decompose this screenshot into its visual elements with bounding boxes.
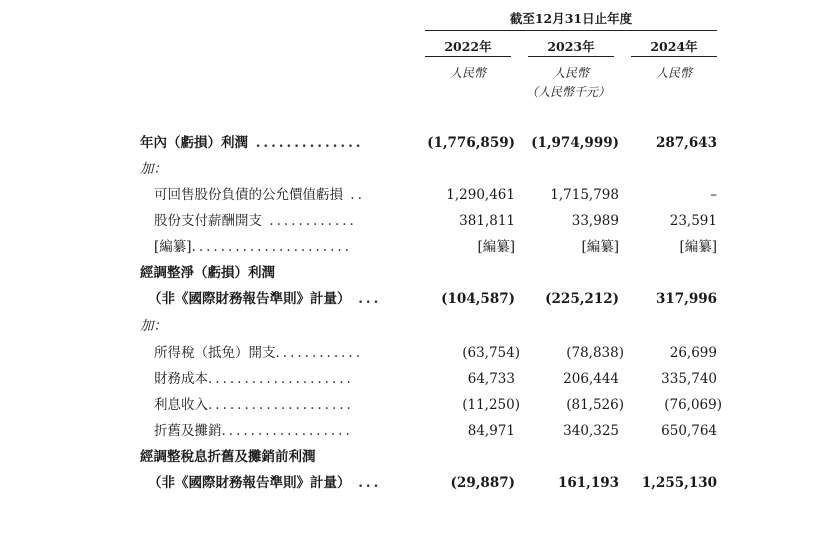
value-share-compensation-2024: 23,591 (669, 213, 717, 229)
row-label-redacted: [編纂]...................... (154, 239, 352, 255)
value-interest-income-2024: (76,069) (664, 397, 722, 413)
value-finance-costs-2023: 206,444 (563, 371, 619, 387)
year-2024-header: 2024年 (650, 39, 698, 54)
value-adjusted-net-2022: (104,587) (441, 291, 515, 307)
row-label-adjusted-net-title: 經調整淨（虧損）利潤 (140, 265, 275, 281)
value-depreciation-2022: 84,971 (467, 423, 515, 439)
period-header: 截至12月31日止年度 (509, 11, 633, 26)
year-2024-rule (631, 56, 717, 57)
value-interest-income-2022: (11,250) (462, 397, 520, 413)
year-2023-header: 2023年 (547, 39, 595, 54)
row-label-adjusted-net-measure: （非《國際財務報告準則》計量） ... (148, 291, 382, 307)
value-redacted-2023: [編纂] (581, 239, 619, 255)
row-label-profit-loss: 年內（虧損）利潤 .............. (140, 135, 364, 151)
currency-2024: 人民幣 (655, 66, 692, 80)
value-redacted-2022: [編纂] (477, 239, 515, 255)
value-share-compensation-2023: 33,989 (571, 213, 619, 229)
row-label-add-1: 加： (140, 161, 167, 177)
row-label-interest-income: 利息收入.................... (154, 397, 354, 413)
value-finance-costs-2024: 335,740 (661, 371, 717, 387)
value-share-compensation-2022: 381,811 (459, 213, 515, 229)
value-interest-income-2023: (81,526) (566, 397, 624, 413)
value-income-tax-2022: (63,754) (462, 345, 520, 361)
value-fair-value-loss-2022: 1,290,461 (446, 187, 515, 203)
value-depreciation-2023: 340,325 (563, 423, 619, 439)
value-fair-value-loss-2023: 1,715,798 (550, 187, 619, 203)
row-label-adjusted-ebitda-title: 經調整稅息折舊及攤銷前利潤 (140, 449, 316, 465)
value-finance-costs-2022: 64,733 (467, 371, 515, 387)
value-adjusted-ebitda-2024: 1,255,130 (641, 475, 717, 491)
row-label-add-2: 加： (140, 318, 167, 334)
value-profit-loss-2022: (1,776,859) (427, 135, 515, 151)
value-fair-value-loss-2024: – (710, 187, 717, 203)
row-label-adjusted-ebitda-measure: （非《國際財務報告準則》計量） ... (148, 475, 382, 491)
value-profit-loss-2023: (1,974,999) (531, 135, 619, 151)
row-label-fair-value-loss: 可回售股份負債的公允價值虧損 .. (154, 187, 365, 203)
value-adjusted-net-2024: 317,996 (655, 291, 717, 307)
unit-label: （人民幣千元） (525, 85, 610, 99)
currency-2022: 人民幣 (449, 66, 486, 80)
year-2022-rule (425, 56, 511, 57)
year-2022-header: 2022年 (444, 39, 492, 54)
value-adjusted-net-2023: (225,212) (545, 291, 619, 307)
value-income-tax-2024: 26,699 (669, 345, 717, 361)
header-rule (425, 30, 717, 31)
currency-2023: 人民幣 (552, 66, 589, 80)
year-2023-rule (528, 56, 614, 57)
row-label-finance-costs: 財務成本.................... (154, 371, 354, 387)
row-label-income-tax: 所得稅（抵免）開支............ (154, 345, 363, 361)
value-income-tax-2023: (78,838) (566, 345, 624, 361)
row-label-depreciation: 折舊及攤銷.................. (154, 423, 353, 439)
value-adjusted-ebitda-2023: 161,193 (557, 475, 619, 491)
value-depreciation-2024: 650,764 (661, 423, 717, 439)
row-label-share-compensation: 股份支付薪酬開支 ............ (154, 213, 357, 229)
value-redacted-2024: [編纂] (679, 239, 717, 255)
value-adjusted-ebitda-2022: (29,887) (450, 475, 515, 491)
value-profit-loss-2024: 287,643 (655, 135, 717, 151)
